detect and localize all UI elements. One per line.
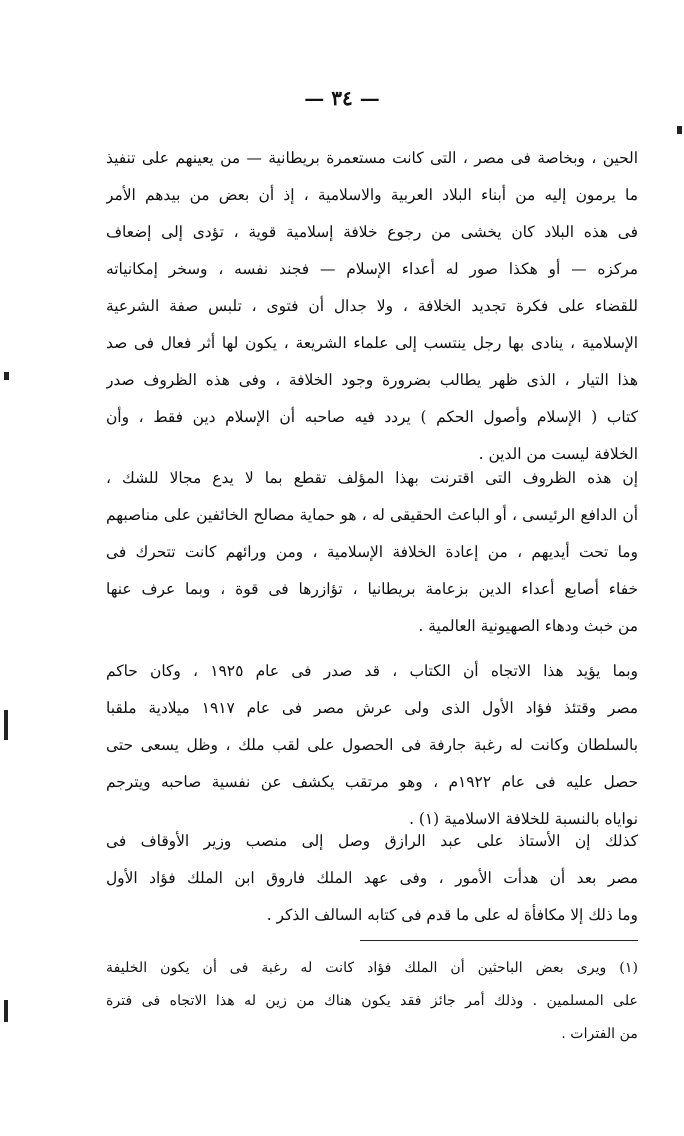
text-line: نواياه بالنسبة للخلافة الاسلامية (١) . [409,810,638,828]
text-line: مركزه — أو هكذا صور له أعداء الإسلام — فجند نفسه ، وسخر إمكانياته [106,260,638,278]
text-line: كذلك إن الأستاذ على عبد الرازق وصل إلى منصب وزير الأوقاف فى [106,832,638,850]
footnote-divider [360,940,638,941]
text-line: وما ذلك إلا مكافأة له على ما قدم فى كتابه السالف الذكر . [266,906,638,924]
scan-edge-mark [4,1000,8,1022]
page-number: — ٣٤ — [304,86,380,110]
text-line: كتاب ( الإسلام وأصول الحكم ) يردد فيه صاحبه أن الإسلام دين فقط ، وأن [106,408,638,426]
footnote [106,952,638,1051]
paragraph-3 [106,653,638,838]
text-line: هذا التيار ، الذى ظهر يطالب بضرورة وجود الخلافة ، وفى هذه الظروف صدر [106,371,638,389]
text-line: ما يرمون إليه من أبناء البلاد العربية والاسلامية ، إذ أن بعض من بيدهم الأمر [106,186,638,204]
text-line: الحين ، وبخاصة فى مصر ، التى كانت مستعمرة بريطانية — من يعينهم على تنفيذ [106,149,638,167]
text-line: مصر بعد أن هدأت الأمور ، وفى عهد الملك فاروق ابن الملك فؤاد الأول [106,869,638,887]
text-line: الإسلامية ، ينادى بها رجل ينتسب إلى علماء الشريعة ، يكون لها أثر فعال فى صد [106,334,638,352]
text-line: وبما يؤيد هذا الاتجاه أن الكتاب ، قد صدر فى عام ١٩٢٥ ، وكان حاكم [106,662,638,680]
text-line: بالسلطان وكانت له رغبة جارفة فى الحصول على لقب ملك ، وظل يسعى حتى [106,736,638,754]
text-line: خفاء أصابع أعداء الدين بزعامة بريطانيا ، تؤازرها فى قوة ، وبما عرف عنها [106,580,638,598]
footnote-line: من الفترات . [561,1026,638,1042]
text-line: حصل عليه فى عام ١٩٢٢م ، وهو مرتقب يكشف عن نفسية صاحبه ويترجم [106,773,638,791]
footnote-line: على المسلمين . وذلك أمر جائز فقد يكون هناك من زين له هذا الاتجاه فى فترة [106,993,638,1009]
scan-edge-mark [677,126,682,134]
scan-edge-mark [4,372,9,380]
text-line: إن هذه الظروف التى اقترنت بهذا المؤلف تقطع بما لا يدع مجالا للشك ، [106,469,638,487]
paragraph-2 [106,460,638,645]
text-line: الخلافة ليست من الدين . [478,445,638,463]
text-line: فى هذه البلاد كان يخشى من رجوع خلافة إسلامية قوية ، تؤدى إلى إضعاف [106,223,638,241]
paragraph-1 [106,140,638,473]
paragraph-4 [106,823,638,934]
footnote-line: (١) ويرى بعض الباحثين أن الملك فؤاد كانت له رغبة فى أن يكون الخليفة [106,960,638,976]
text-line: أن الدافع الرئيسى ، أو الباعث الحقيقى له ، هو حماية مصالح الخائفين على مناصبهم [106,506,638,524]
text-line: للقضاء على فكرة تجديد الخلافة ، ولا جدال أن فتوى ، تلبس صفة الشرعية [106,297,638,315]
scan-edge-mark [4,710,8,740]
text-line: وما تحت أيديهم ، من إعادة الخلافة الإسلامية ، ومن ورائهم كانت تتحرك فى [106,543,638,561]
text-line: من خبث ودهاء الصهيونية العالمية . [418,617,638,635]
text-line: مصر وقتئذ فؤاد الأول الذى ولى عرش مصر فى عام ١٩١٧ ميلادية ملقبا [106,699,638,717]
